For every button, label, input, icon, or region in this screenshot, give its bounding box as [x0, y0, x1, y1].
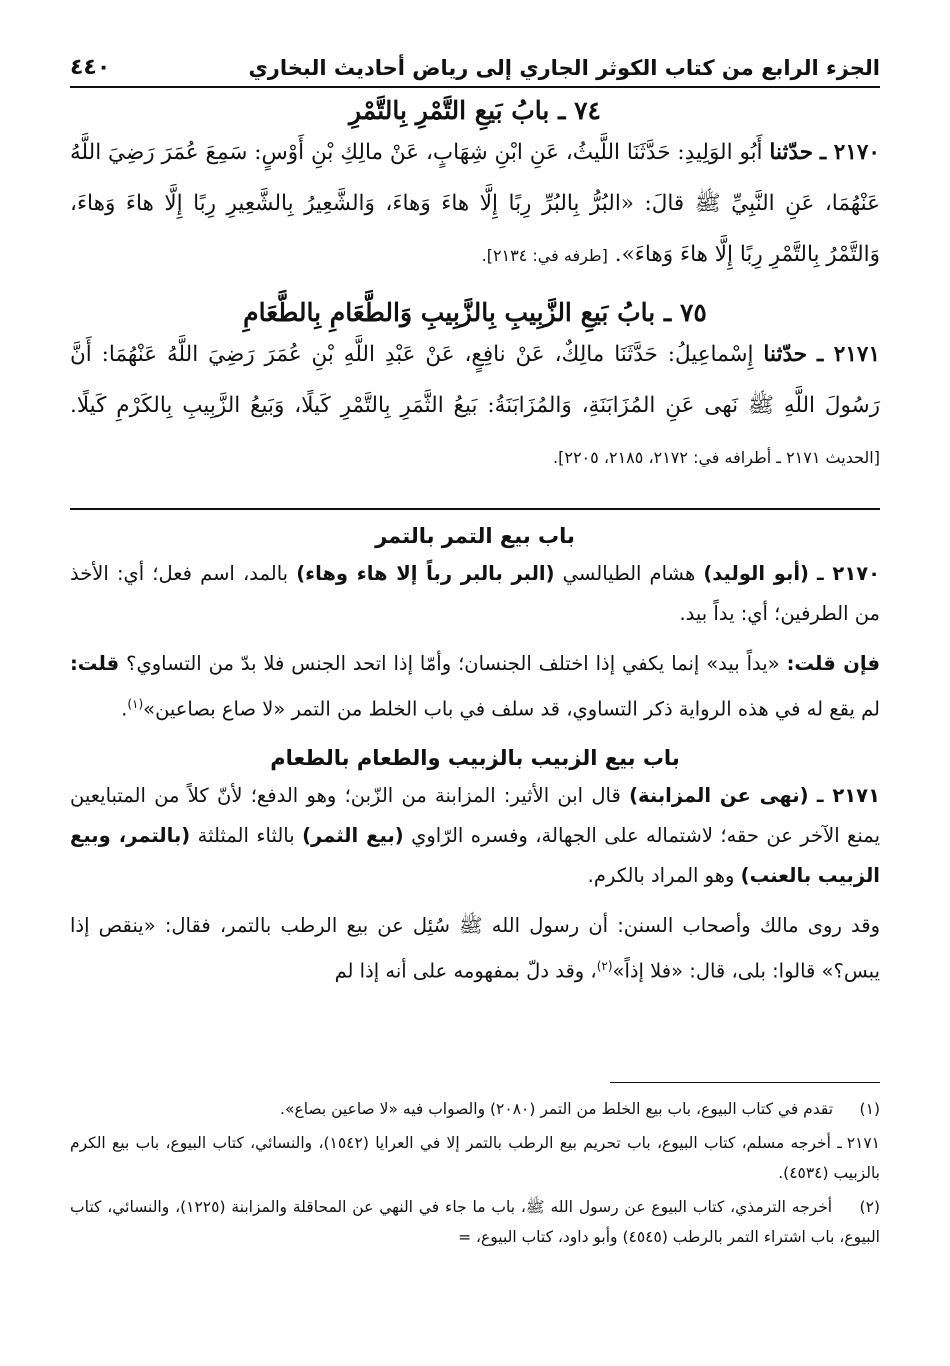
section-divider: [70, 508, 880, 510]
footnote-marker[interactable]: (٢): [596, 958, 613, 973]
commentary-number: ٢١٧١ ـ: [816, 783, 880, 807]
hadith-number: ٢١٧٠ ـ: [819, 140, 880, 165]
commentary-heading-1: باب بيع التمر بالتمر: [375, 524, 575, 548]
cross-reference: [الحديث ٢١٧١ ـ أطرافه في: ٢١٧٢، ٢١٨٥، ٢٢٠٥].: [553, 448, 880, 467]
chapter-heading-74: ٧٤ ـ بابُ بَيعِ التَّمْرِ بِالتَّمْرِ: [349, 96, 601, 125]
quoted-phrase: (نهى عن المزابنة): [629, 783, 809, 807]
commentary-paragraph-3: [70, 776, 880, 896]
commentary-text: لم يقع له في هذه الرواية ذكر التساوي، قد سلف في باب الخلط من التمر «لا صاع بصاعين»: [143, 697, 880, 721]
footnotes: [70, 1094, 880, 1252]
commentary-text: قال ابن الأثير: المزابنة من الزّبن؛ وهو الدفع؛ لأنّ كلاً من المتبايعين يمنع الآخر عن حقه؛ لاشتماله على الجهالة، وفسره الرّاوي: [70, 783, 880, 847]
answer-marker: قلت:: [70, 652, 120, 675]
haddathana-word: حدّثنا: [763, 342, 808, 367]
chapter-74: [70, 96, 880, 281]
commentary-paragraph-1: [70, 554, 880, 634]
footnote-text: أخرجه مسلم، كتاب البيوع، باب تحريم بيع الرطب بالتمر إلا في العرايا (١٥٤٢)، والنسائي، كتاب البيوع، باب بيع الكرم بالزبيب (٤٥٣٤).: [70, 1134, 880, 1182]
commentary: [70, 524, 880, 991]
hadith-body: أَبُو الوَلِيدِ: حَدَّثَنَا اللَّيثُ، عَنِ ابْنِ شِهَابٍ، عَنْ مالِكِ بْنِ أَوْسٍ: سَمِعَ عُمَرَ رَضِيَ اللَّهُ عَنْهُمَا، عَنِ النَّبِيِّ ﷺ قالَ: «البُرُّ بِالبُرِّ رِبًا إِلَّا هاءَ وَهاءَ، وَالشَّعِيرُ بِالشَّعِيرِ رِبًا إِلَّا هاءَ وَهاءَ، وَالتَّمْرُ بِالتَّمْرِ رِبًا إِلَّا هاءَ وَهاءَ».: [70, 140, 880, 267]
chapter-75: [70, 298, 880, 483]
page-number: ٤٤٠: [70, 55, 111, 80]
hadith-body: إِسْماعِيلُ: حَدَّثَنَا مالِكٌ، عَنْ نافِعٍ، عَنْ عَبْدِ اللَّهِ بْنِ عُمَرَ رَضِيَ اللَّهُ عَنْهُمَا: أَنَّ رَسُولَ اللَّهِ ﷺ نَهى عَنِ المُزَابَنَةِ، وَالمُزَابَنَةُ: بَيعُ الثَّمَرِ بِالتَّمْرِ كَيلًا، وَبَيعُ الزَّبِيبِ بِالكَرْمِ كَيلًا.: [70, 342, 880, 418]
haddathana-word: حدّثنا: [769, 140, 814, 165]
question-marker: فإن قلت:: [786, 652, 880, 675]
commentary-text: وقد روى مالك وأصحاب السنن: أن رسول الله ﷺ سُئِل عن بيع الرطب بالتمر، فقال: «ينقص إذا يبس؟» قالوا: بلى، قال: «فلا إذاً»: [70, 913, 880, 982]
quoted-phrase: (بالتمر، وبيع الزبيب بالعنب): [70, 823, 880, 887]
commentary-text: بالثاء المثلثة: [197, 823, 295, 847]
commentary-paragraph-2: فإن قلت: «يداً بيد» إنما يكفي إذا اختلف الجنسان؛ وأمّا إذا اتحد الجنس فلا بدّ من التساوي؟ قلت: لم يقع له في هذه الرواية ذكر التساوي، قد سلف في باب الخلط من التمر «لا صاع بصاعين»$^{(١)}$.: [70, 652, 880, 721]
quoted-phrase: (بيع الثمر): [302, 823, 404, 847]
cross-reference: [طرفه في: ٢١٣٤].: [481, 246, 608, 265]
footnote-rule: [610, 1082, 880, 1083]
commentary-text: هشام الطيالسي: [562, 562, 696, 585]
footnote-2: [70, 1192, 880, 1252]
running-title: الجزء الرابع من كتاب الكوثر الجاري إلى رياض أحاديث البخاري: [248, 56, 880, 80]
footnote-number: ٢١٧١ ـ: [837, 1134, 880, 1152]
commentary-text: ، وقد دلّ بمفهومه على أنه إذا لم: [334, 959, 597, 982]
chapter-heading-75: ٧٥ ـ بابُ بَيعِ الزَّبِيبِ بِالزَّبِيبِ وَالطَّعَامِ بِالطَّعَامِ: [243, 298, 707, 327]
hadith-number: ٢١٧١ ـ: [816, 342, 880, 367]
quoted-phrase: (البر بالبر رباً إلا هاء وهاء): [296, 562, 555, 585]
hadith-2170: [70, 127, 880, 281]
commentary-paragraph-4: [70, 906, 880, 992]
commentary-text: «يداً بيد» إنما يكفي إذا اختلف الجنسان؛ وأمّا إذا اتحد الجنس فلا بدّ من التساوي؟: [126, 652, 780, 675]
footnote-number: (١): [859, 1100, 880, 1118]
footnote-marker[interactable]: (١): [127, 697, 144, 711]
hadith-2171: [70, 329, 880, 483]
commentary-number: ٢١٧٠ ـ: [817, 562, 881, 585]
footnote-text: تقدم في كتاب البيوع، باب بيع الخلط من التمر (٢٠٨٠) والصواب فيه «لا صاعين بصاع».: [280, 1100, 834, 1118]
quoted-phrase: (أبو الوليد): [703, 562, 809, 585]
footnote-text: أخرجه الترمذي، كتاب البيوع عن رسول الله ﷺ، باب ما جاء في النهي عن المحاقلة والمزابنة (١٢٢٥)، والنسائي، كتاب البيوع، باب اشتراء التمر بالرطب (٤٥٤٥) وأبو داود، كتاب البيوع، =: [70, 1198, 880, 1246]
page-header: [70, 28, 880, 88]
commentary-text: بالمد، اسم فعل؛ أي: الأخذ من الطرفين؛ أي: يداً بيد.: [70, 562, 880, 625]
footnote-number: (٢): [859, 1198, 880, 1216]
footnote-2171: [70, 1128, 880, 1188]
footnote-1: [70, 1094, 880, 1124]
commentary-text: وهو المراد بالكرم.: [587, 863, 735, 887]
commentary-heading-2: باب بيع الزبيب بالزبيب والطعام بالطعام: [270, 745, 680, 770]
